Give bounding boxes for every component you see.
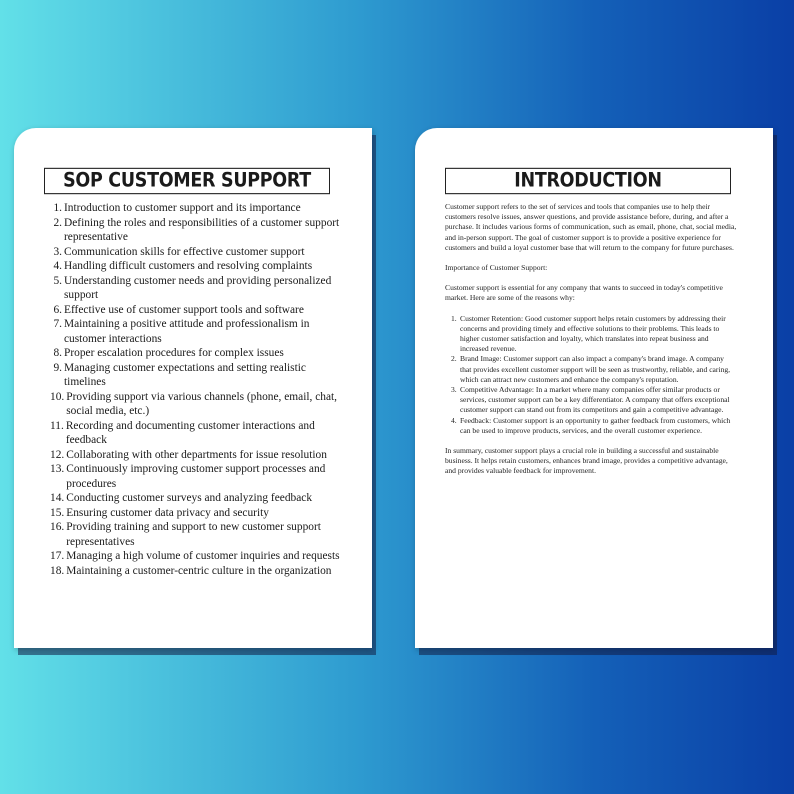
- list-item: 12. Collaborating with other departments for issue resolution: [50, 448, 327, 461]
- list-item: 1. Customer Retention: Good customer support helps retain customers by addressing their concerns and providing timely and effective solutions to their problems. This leads to higher customer satisfaction and loyalty, which translates into repeat business and increased revenue.: [451, 313, 726, 354]
- intro-paragraph: Customer support refers to the set of services and tools that companies use to help their customers resolve issues, answer questions, and provide assistance before, during, and after a purchase. It includes various forms of communication, such as email, phone, chat, social media, and in-person support. The goal of customer support is to provide a positive experience for customers and build a loyal customer base that will return to the company for future purchases.: [445, 202, 737, 252]
- list-item: 13. Continuously improving customer support processes and procedures: [50, 463, 326, 490]
- right-page: [415, 128, 773, 648]
- list-item: 3. Competitive Advantage: In a market where many companies offer similar products or services, customer support can be a key differentiator. A company that offers exceptional customer support can stand out from its competitors and gain a competitive advantage.: [451, 385, 730, 415]
- list-item: 7. Maintaining a positive attitude and professionalism in customer interactions: [53, 318, 310, 345]
- left-page: [14, 128, 372, 648]
- list-item: 5. Understanding customer needs and providing personalized support: [53, 274, 332, 301]
- list-item: 1. Introduction to customer support and its importance: [53, 202, 301, 214]
- page-title: INTRODUCTION: [445, 168, 731, 194]
- importance-heading: Importance of Customer Support:: [445, 263, 548, 273]
- list-item: 9. Managing customer expectations and setting realistic timelines: [53, 361, 306, 388]
- list-item: 16. Providing training and support to new customer support representatives: [50, 521, 321, 548]
- toc-list: [50, 201, 340, 578]
- list-item: 4. Handling difficult customers and resolving complaints: [53, 260, 313, 272]
- intro-body: [445, 202, 737, 487]
- list-item: 18. Maintaining a customer-centric culture in the organization: [50, 564, 332, 577]
- list-item: 2. Defining the roles and responsibilities of a customer support representative: [53, 216, 340, 243]
- list-item: 8. Proper escalation procedures for complex issues: [53, 347, 284, 359]
- list-item: 15. Ensuring customer data privacy and security: [50, 506, 270, 519]
- list-item: 11. Recording and documenting customer interactions and feedback: [50, 419, 315, 446]
- reasons-lead: Customer support is essential for any company that wants to succeed in today's competitive market. Here are some of the reasons why:: [445, 283, 723, 303]
- list-item: 2. Brand Image: Customer support can also impact a company's brand image. A company that provides excellent customer support will be seen as trustworthy, reliable, and caring, which can attract new customers and enhance the company's reputation.: [451, 354, 731, 384]
- list-item: 3. Communication skills for effective customer support: [53, 245, 305, 258]
- reasons-list: [445, 314, 737, 436]
- list-item: 4. Feedback: Customer support is an opportunity to gather feedback from customers, which can be used to improve products, services, and the overall customer experience.: [451, 415, 731, 435]
- page-title: SOP CUSTOMER SUPPORT: [44, 168, 330, 194]
- list-item: 6. Effective use of customer support tools and software: [53, 303, 304, 316]
- list-item: 10. Providing support via various channels (phone, email, chat, social media, etc.): [50, 390, 338, 417]
- list-item: 17. Managing a high volume of customer inquiries and requests: [50, 550, 340, 562]
- summary-paragraph: In summary, customer support plays a crucial role in building a successful and sustainable business. It helps retain customers, enhances brand image, provides a competitive advantage, and provides valuable feedback for improvement.: [445, 446, 728, 476]
- list-item: 14. Conducting customer surveys and analyzing feedback: [50, 492, 313, 504]
